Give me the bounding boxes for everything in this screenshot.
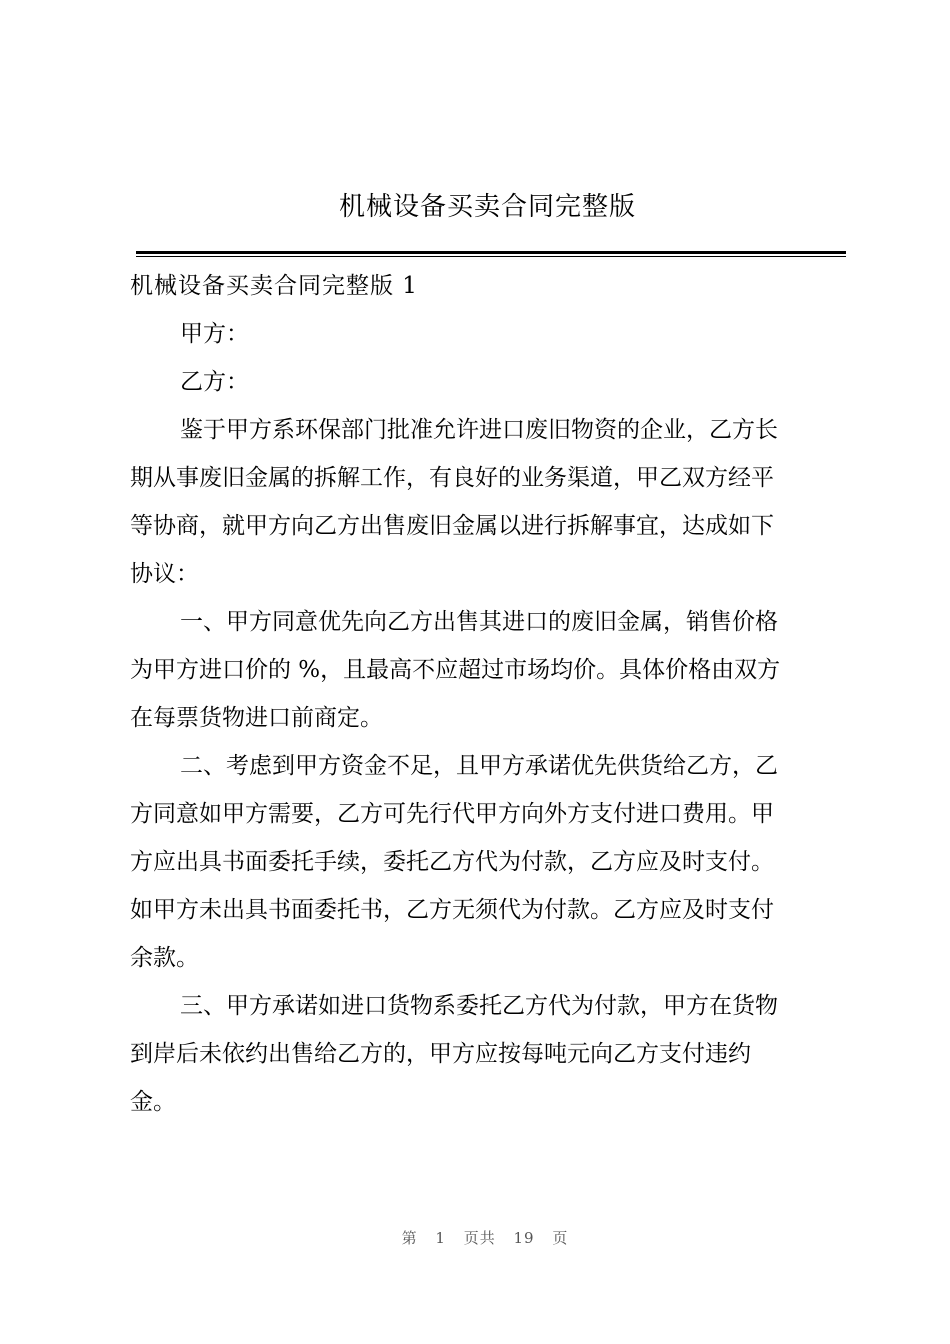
paragraph-line: 二、考虑到甲方资金不足，且甲方承诺优先供货给乙方，乙: [180, 753, 778, 779]
title-divider-thin: [136, 256, 846, 257]
footer-word-yegong: 页共: [463, 1229, 496, 1247]
paragraph-line: 三、甲方承诺如进口货物系委托乙方代为付款，甲方在货物: [180, 993, 778, 1019]
paragraph-line: 如甲方未出具书面委托书，乙方无须代为付款。乙方应及时支付: [130, 897, 774, 923]
footer-total-pages: 19: [513, 1229, 535, 1247]
paragraph-line: 为甲方进口价的 %，且最高不应超过市场均价。具体价格由双方: [130, 657, 781, 683]
clause-list: [130, 406, 842, 1126]
party-b-label: 乙方：: [180, 369, 249, 395]
footer-page-number: 1: [435, 1229, 446, 1247]
document-title: 机械设备买卖合同完整版: [338, 192, 636, 222]
paragraph-line: 鉴于甲方系环保部门批准允许进口废旧物资的企业，乙方长: [180, 417, 778, 443]
document-subtitle: 机械设备买卖合同完整版 1: [130, 273, 418, 299]
party-a-label: 甲方：: [180, 321, 249, 347]
paragraph-line: 协议：: [130, 561, 199, 587]
page-footer: [0, 1227, 950, 1248]
title-divider-thick: [136, 251, 846, 254]
paragraph-line: 到岸后未依约出售给乙方的，甲方应按每吨元向乙方支付违约: [130, 1041, 751, 1067]
paragraph-line: 一、甲方同意优先向乙方出售其进口的废旧金属，销售价格: [180, 609, 778, 635]
paragraph-line: 等协商，就甲方向乙方出售废旧金属以进行拆解事宜，达成如下: [130, 513, 774, 539]
document-body: [130, 262, 842, 1126]
footer-word-ye: 页: [552, 1229, 569, 1247]
paragraph-line: 期从事废旧金属的拆解工作，有良好的业务渠道，甲乙双方经平: [130, 465, 774, 491]
paragraph-line: 方应出具书面委托手续，委托乙方代为付款，乙方应及时支付。: [130, 849, 774, 875]
paragraph-line: 余款。: [130, 945, 199, 971]
paragraph-line: 金。: [130, 1089, 176, 1115]
paragraph-line: 方同意如甲方需要，乙方可先行代甲方向外方支付进口费用。甲: [130, 801, 774, 827]
footer-word-di: 第: [401, 1229, 418, 1247]
paragraph-line: 在每票货物进口前商定。: [130, 705, 383, 731]
